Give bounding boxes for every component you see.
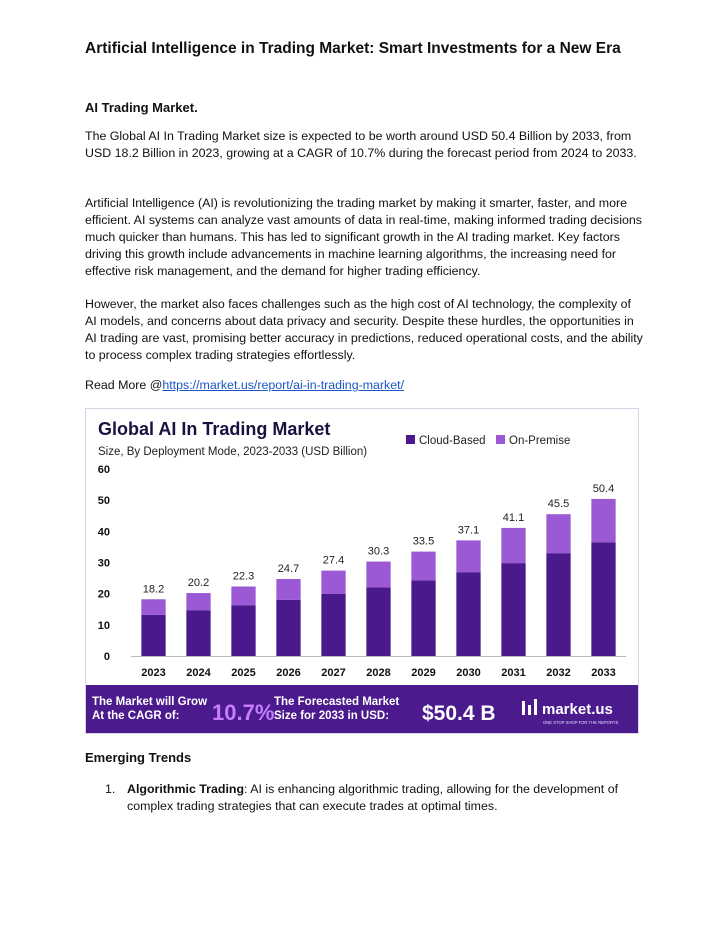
bar-on-premise <box>546 514 570 553</box>
paragraph-challenges: However, the market also faces challenges such as the high cost of AI technology, the complexity of AI models, and concerns about data privacy and security. Despite these hurdles, the opportunities in AI trading are vast, promising better accuracy in predictions, reduced operational costs, and the ability to process complex trading strategies effortlessly. <box>85 297 643 362</box>
bar-on-premise <box>321 571 345 594</box>
market-chart <box>85 408 639 734</box>
x-tick-label: 2025 <box>231 667 256 679</box>
bar-total-label: 33.5 <box>412 535 435 548</box>
cagr-value: 10.7% <box>212 700 275 725</box>
bar-total-label: 41.1 <box>502 511 525 524</box>
bar-cloud-based <box>456 572 480 656</box>
chart-subtitle: Size, By Deployment Mode, 2023-2033 (USD Billion) <box>98 446 368 458</box>
bar-cloud-based <box>501 563 525 656</box>
x-tick-label: 2027 <box>321 667 346 679</box>
bar-cloud-based <box>141 615 165 656</box>
emerging-trends-heading: Emerging Trends <box>85 750 192 765</box>
brand-logo-icon <box>522 701 525 715</box>
y-tick-label: 30 <box>97 557 110 570</box>
forecast-label-line2: Size for 2033 in USD: <box>274 710 390 722</box>
x-tick-label: 2031 <box>501 667 526 679</box>
bar-on-premise <box>501 528 525 563</box>
bar-total-label: 24.7 <box>277 563 300 576</box>
bar-cloud-based <box>186 610 210 656</box>
bar-total-label: 27.4 <box>322 554 345 567</box>
y-tick-label: 40 <box>97 526 110 539</box>
legend-label-on-premise: On-Premise <box>509 435 571 447</box>
y-tick-label: 20 <box>97 588 110 601</box>
bar-total-label: 18.2 <box>142 583 165 596</box>
page-title: Artificial Intelligence in Trading Market: Smart Investments for a New Era <box>85 40 621 57</box>
x-tick-label: 2023 <box>141 667 166 679</box>
section-heading: AI Trading Market. <box>85 100 198 115</box>
bar-cloud-based <box>411 580 435 656</box>
bar-total-label: 30.3 <box>367 545 390 558</box>
list-item <box>105 781 645 815</box>
bar-cloud-based <box>276 600 300 656</box>
bar-cloud-based <box>321 594 345 656</box>
x-tick-label: 2024 <box>186 667 211 679</box>
list-number: 1. <box>105 782 116 796</box>
y-tick-label: 60 <box>97 464 110 476</box>
x-tick-label: 2028 <box>366 667 391 679</box>
bar-on-premise <box>411 552 435 581</box>
bar-on-premise <box>366 562 390 588</box>
forecast-label-line1: The Forecasted Market <box>274 696 400 708</box>
bar-on-premise <box>186 593 210 610</box>
cagr-label-line2: At the CAGR of: <box>92 710 180 722</box>
x-tick-label: 2029 <box>411 667 436 679</box>
x-tick-label: 2030 <box>456 667 481 679</box>
bar-on-premise <box>141 599 165 615</box>
y-tick-label: 10 <box>97 619 110 632</box>
bar-total-label: 20.2 <box>187 577 210 590</box>
bar-on-premise <box>591 499 615 542</box>
legend-swatch-cloud-based <box>406 435 415 444</box>
trend-text: : AI is enhancing algorithmic trading, allowing for the development of complex trading strategies that can execute trades at optimal times. <box>127 782 619 813</box>
bar-total-label: 37.1 <box>457 524 480 537</box>
x-tick-label: 2026 <box>276 667 301 679</box>
legend-swatch-on-premise <box>496 435 505 444</box>
legend-label-cloud-based: Cloud-Based <box>419 435 486 447</box>
read-more-prefix: Read More @ <box>85 378 163 392</box>
chart-canvas <box>86 409 638 733</box>
trend-term: Algorithmic Trading <box>127 782 245 796</box>
x-tick-label: 2032 <box>546 667 571 679</box>
read-more-link[interactable]: https://market.us/report/ai-in-trading-market/ <box>162 378 405 392</box>
read-more-line <box>85 377 645 394</box>
paragraph-intro: The Global AI In Trading Market size is expected to be worth around USD 50.4 Billion by 2033, from USD 18.2 Billion in 2023, growing at a CAGR of 10.7% during the forecast period from 2024 to 2033. <box>85 129 637 160</box>
brand-name: market.us <box>542 701 613 718</box>
forecast-value: $50.4 B <box>422 702 496 725</box>
y-tick-label: 0 <box>103 651 110 663</box>
bar-on-premise <box>456 540 480 572</box>
paragraph-revolution: Artificial Intelligence (AI) is revolutionizing the trading market by making it smarter, faster, and more efficient. AI systems can analyze vast amounts of data in real-time, making informed trading decisions much quicker than humans. This has led to significant growth in the AI trading market. Key factors driving this growth include advancements in machine learning algorithms, the increasing need for effective risk management, and the demand for higher trading efficiency. <box>85 196 642 278</box>
cagr-label-line1: The Market will Grow <box>92 696 208 708</box>
x-tick-label: 2033 <box>591 667 616 679</box>
bar-cloud-based <box>546 553 570 656</box>
brand-logo-icon <box>534 699 537 715</box>
bar-cloud-based <box>231 605 255 656</box>
bar-on-premise <box>276 579 300 600</box>
chart-title: Global AI In Trading Market <box>98 419 331 439</box>
bar-on-premise <box>231 586 255 605</box>
y-tick-label: 50 <box>97 495 110 508</box>
brand-logo-icon <box>528 705 531 715</box>
bar-cloud-based <box>591 542 615 656</box>
bar-total-label: 45.5 <box>547 498 570 511</box>
bar-cloud-based <box>366 587 390 656</box>
bar-total-label: 22.3 <box>232 570 255 583</box>
brand-tagline: ONE STOP SHOP FOR THE REPORTS <box>543 720 619 725</box>
bar-total-label: 50.4 <box>592 482 615 495</box>
